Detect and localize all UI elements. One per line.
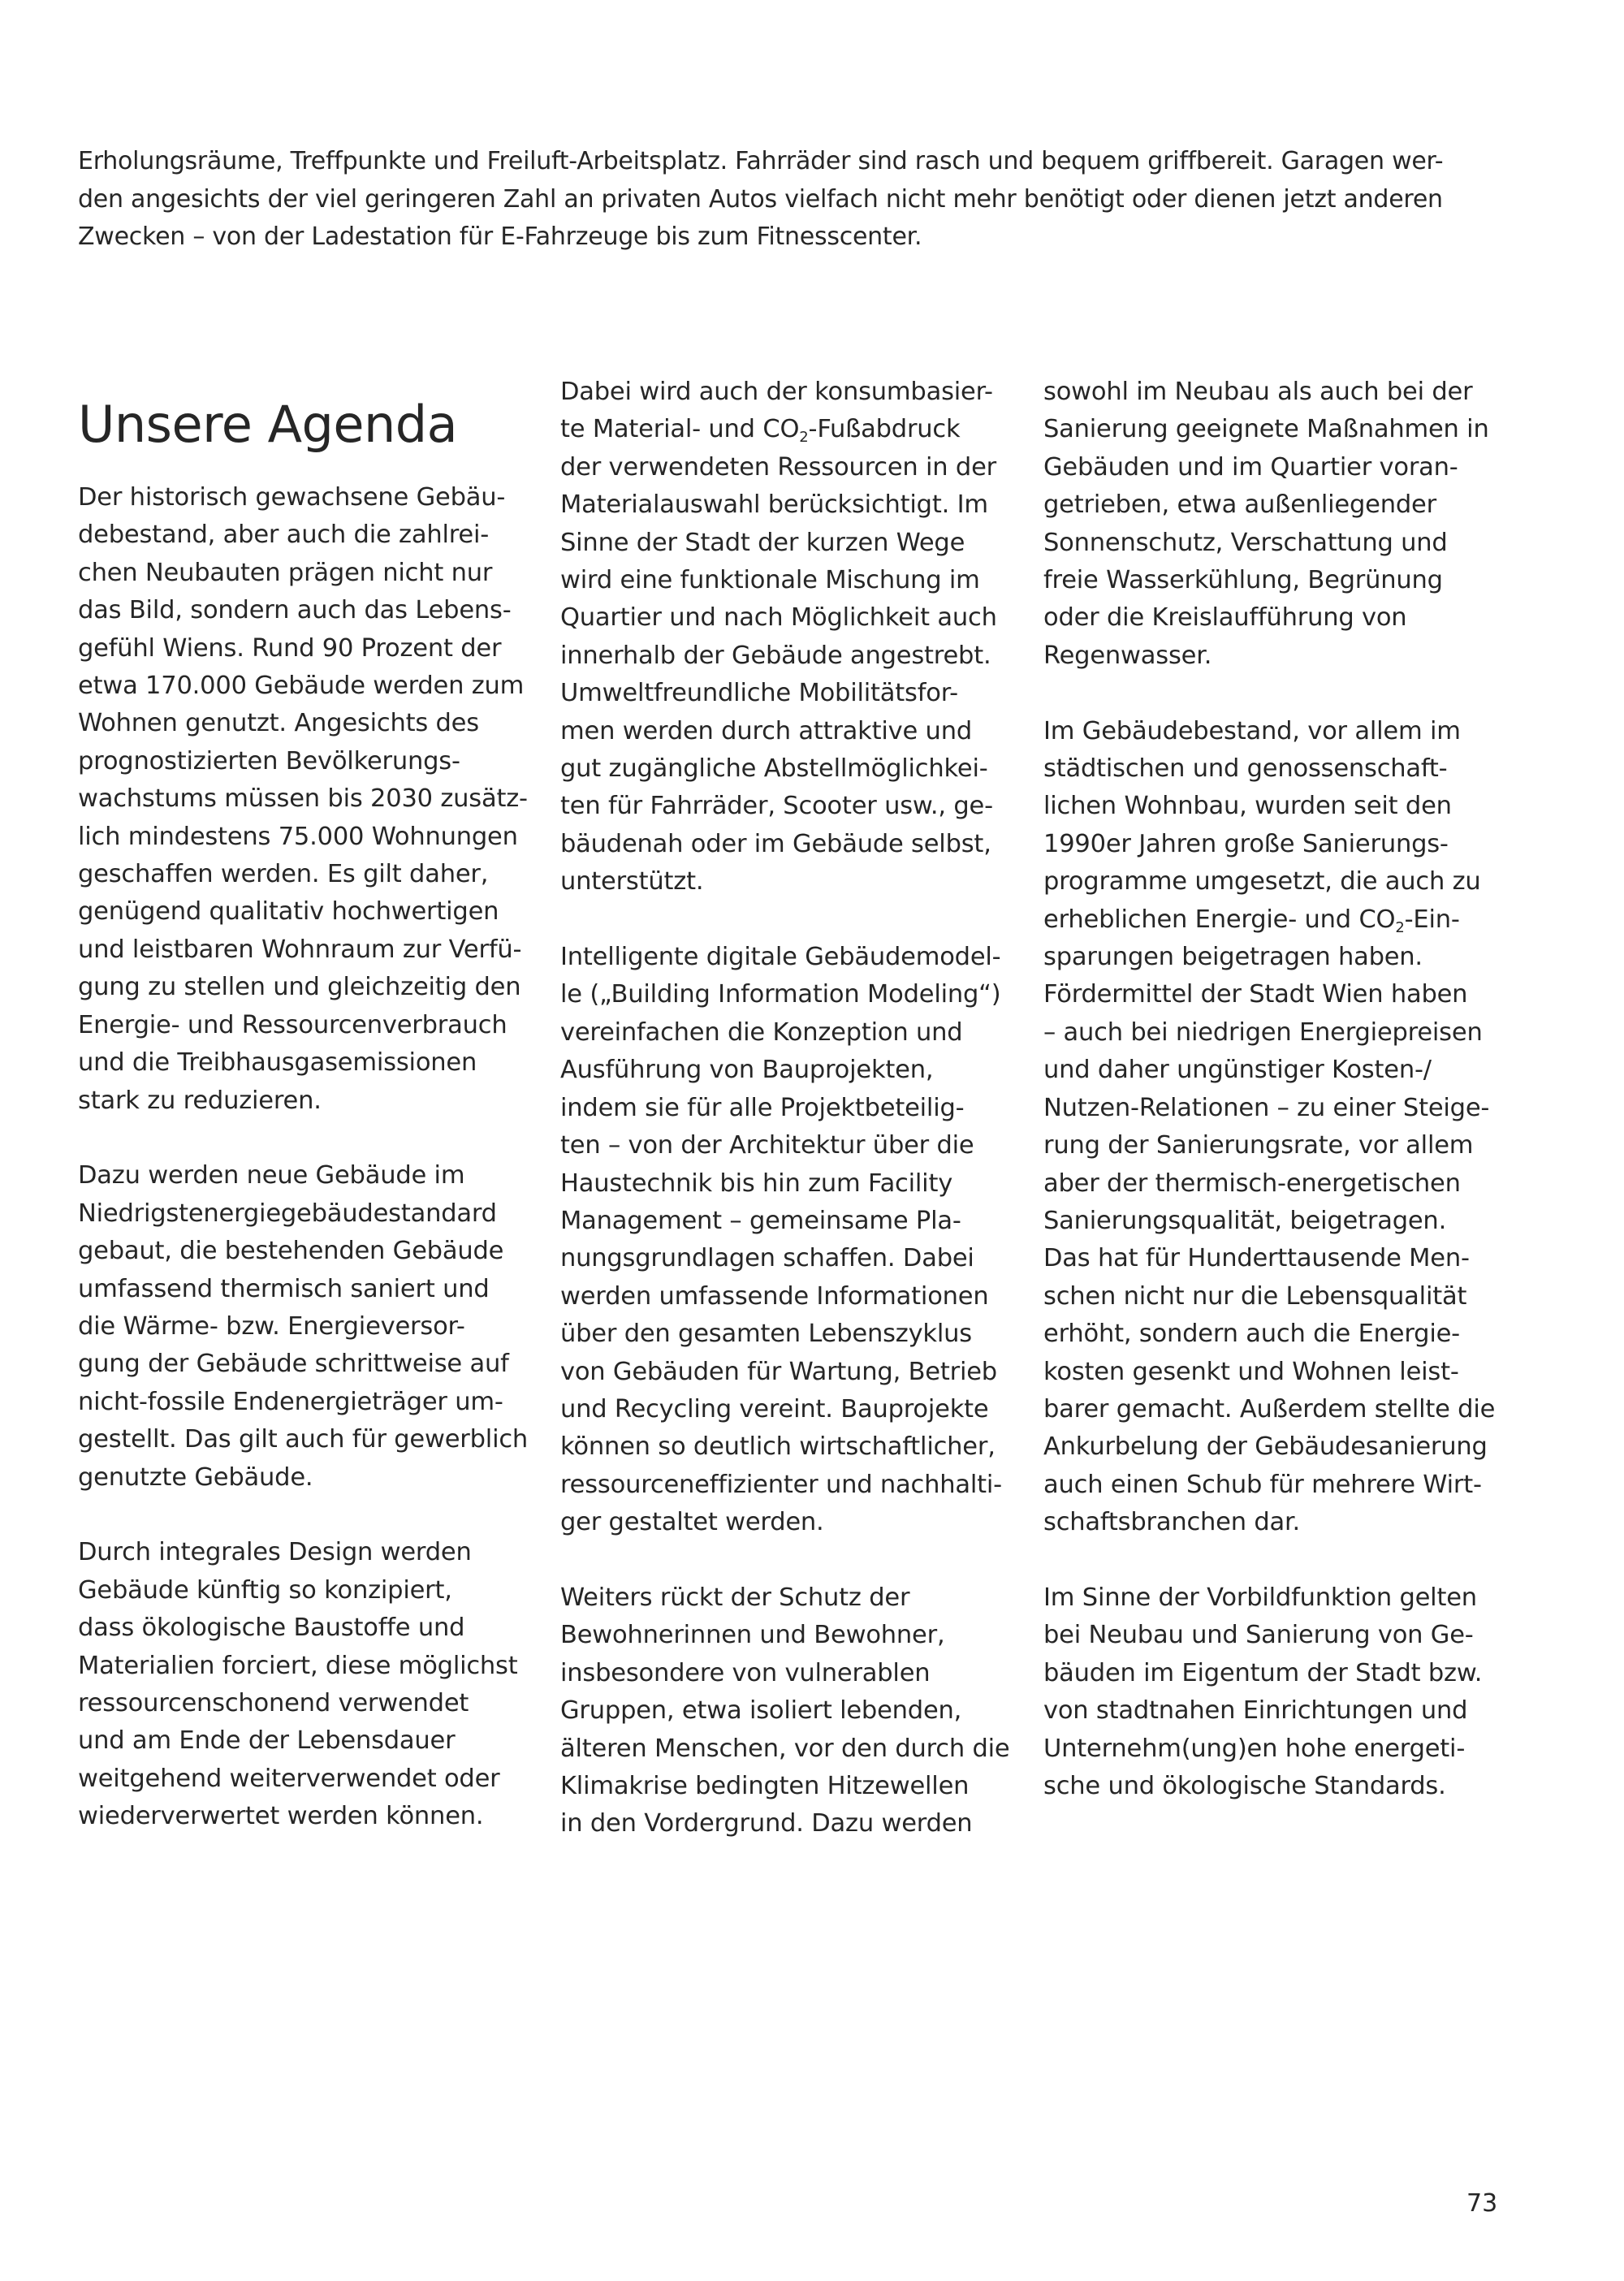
text-line: Das hat für Hunderttausende Men- xyxy=(1043,1244,1470,1273)
text-line: bei Neubau und Sanierung von Ge- xyxy=(1043,1621,1474,1650)
text-line: Materialien forciert, diese möglichst xyxy=(78,1651,518,1680)
text-column-3 xyxy=(1043,374,1498,1805)
text-line: auch einen Schub für mehrere Wirt- xyxy=(1043,1470,1482,1499)
text-line: stark zu reduzieren. xyxy=(78,1086,322,1115)
text-line: bäudenah oder im Gebäude selbst, xyxy=(560,829,991,858)
text-line: Materialauswahl berücksichtigt. Im xyxy=(560,490,988,520)
paragraph xyxy=(560,1579,1015,1843)
text-line: kosten gesenkt und Wohnen leist- xyxy=(1043,1357,1459,1386)
text-line: Sanierungsqualität, beigetragen. xyxy=(1043,1206,1447,1235)
text-line: Bewohnerinnen und Bewohner, xyxy=(560,1621,945,1650)
text-line: Quartier und nach Möglichkeit auch xyxy=(560,603,997,633)
text-line: insbesondere von vulnerablen xyxy=(560,1658,931,1687)
text-line: können so deutlich wirtschaftlicher, xyxy=(560,1432,996,1462)
text-line: Fördermittel der Stadt Wien haben xyxy=(1043,980,1468,1009)
co2-co: CO xyxy=(762,415,800,444)
paragraph xyxy=(1043,713,1498,1542)
text-line: und Recycling vereint. Bauprojekte xyxy=(560,1394,989,1423)
text-line: ten – von der Architektur über die xyxy=(560,1131,974,1160)
text-line: Unternehm(ung)en hohe energeti- xyxy=(1043,1734,1466,1763)
co2-term xyxy=(762,415,809,447)
text-line: genügend qualitativ hochwertigen xyxy=(78,897,499,927)
text-line: Gruppen, etwa isoliert lebenden, xyxy=(560,1696,962,1726)
text-line: barer gemacht. Außerdem stellte die xyxy=(1043,1394,1496,1423)
text-line: Durch integrales Design werden xyxy=(78,1538,472,1567)
text-line: Management – gemeinsame Pla- xyxy=(560,1206,961,1235)
text-line: Im Gebäudebestand, vor allem im xyxy=(1043,716,1461,745)
co2-subscript: 2 xyxy=(1395,918,1405,936)
text-line: der verwendeten Ressourcen in der xyxy=(560,452,996,482)
intro-line: Zwecken – von der Ladestation für E-Fahrzeuge bis zum Fitnesscenter. xyxy=(78,222,922,251)
text-line: sowohl im Neubau als auch bei der xyxy=(1043,378,1473,406)
text-column-2 xyxy=(560,374,1015,1843)
text-line: wird eine funktionale Mischung im xyxy=(560,566,980,595)
paragraph xyxy=(78,1157,533,1497)
text-line: weitgehend weiterverwendet oder xyxy=(78,1764,500,1793)
text-line: bäuden im Eigentum der Stadt bzw. xyxy=(1043,1658,1483,1687)
text-line: debestand, aber auch die zahlrei- xyxy=(78,521,490,550)
text-line: umfassend thermisch saniert und xyxy=(78,1274,490,1303)
text-fragment: -Fußabdruck xyxy=(808,415,961,444)
text-line: innerhalb der Gebäude angestrebt. xyxy=(560,641,991,670)
text-line: rung der Sanierungsrate, vor allem xyxy=(1043,1131,1474,1160)
text-fragment: erheblichen Energie- und xyxy=(1043,905,1359,934)
paragraph xyxy=(560,939,1015,1542)
text-line: und leistbaren Wohnraum zur Verfü- xyxy=(78,935,522,964)
co2-co: CO xyxy=(1358,905,1396,934)
text-line: Wohnen genutzt. Angesichts des xyxy=(78,709,479,738)
text-column-1 xyxy=(78,374,533,1836)
text-line: etwa 170.000 Gebäude werden zum xyxy=(78,672,525,701)
text-line: werden umfassende Informationen xyxy=(560,1281,989,1311)
text-line: lichen Wohnbau, wurden seit den xyxy=(1043,792,1452,821)
text-line: indem sie für alle Projektbeteilig- xyxy=(560,1093,965,1122)
text-line: Nutzen-Relationen – zu einer Steige- xyxy=(1043,1093,1490,1122)
text-line: städtischen und genossenschaft- xyxy=(1043,754,1448,784)
text-line: Regenwasser. xyxy=(1043,641,1212,670)
text-line: gung der Gebäude schrittweise auf xyxy=(78,1350,509,1379)
text-fragment: -Ein- xyxy=(1404,905,1460,934)
text-line: dass ökologische Baustoffe und xyxy=(78,1614,465,1643)
text-line: Im Sinne der Vorbildfunktion gelten xyxy=(1043,1583,1477,1612)
text-line: genutzte Gebäude. xyxy=(78,1462,313,1492)
text-line: älteren Menschen, vor den durch die xyxy=(560,1734,1010,1763)
text-line: gestellt. Das gilt auch für gewerblich xyxy=(78,1425,529,1454)
intro-line: Erholungsräume, Treffpunkte und Freiluft-Arbeitsplatz. Fahrräder sind rasch und bequem griffbereit. Garagen wer- xyxy=(78,147,1444,175)
text-line: gebaut, die bestehenden Gebäude xyxy=(78,1237,504,1266)
text-line: ressourceneffizienter und nachhalti- xyxy=(560,1470,1002,1499)
text-line: und daher ungünstiger Kosten-/ xyxy=(1043,1056,1432,1085)
text-line: nicht-fossile Endenergieträger um- xyxy=(78,1387,503,1416)
text-line: ger gestaltet werden. xyxy=(560,1508,824,1537)
text-line: und die Treibhausgasemissionen xyxy=(78,1048,477,1078)
text-line: wachstums müssen bis 2030 zusätz- xyxy=(78,784,528,814)
text-line: nungsgrundlagen schaffen. Dabei xyxy=(560,1244,974,1273)
text-line: 1990er Jahren große Sanierungs- xyxy=(1043,829,1449,858)
paragraph xyxy=(560,374,1015,901)
text-line: freie Wasserkühlung, Begrünung xyxy=(1043,566,1443,595)
text-line: Klimakrise bedingten Hitzewellen xyxy=(560,1772,970,1800)
text-line: Gebäuden und im Quartier voran- xyxy=(1043,452,1458,482)
text-line: Weiters rückt der Schutz der xyxy=(560,1583,910,1612)
text-line: prognostizierten Bevölkerungs- xyxy=(78,746,460,775)
section-heading: Unsere Agenda xyxy=(78,395,458,454)
text-line: Dazu werden neue Gebäude im xyxy=(78,1161,465,1190)
text-line: Intelligente digitale Gebäudemodel- xyxy=(560,943,1001,972)
text-line: das Bild, sondern auch das Lebens- xyxy=(78,596,512,625)
text-line: ressourcenschonend verwendet xyxy=(78,1688,469,1717)
text-line: programme umgesetzt, die auch zu xyxy=(1043,867,1481,896)
paragraph xyxy=(1043,374,1498,675)
text-line: erhöht, sondern auch die Energie- xyxy=(1043,1320,1460,1349)
text-line: ten für Fahrräder, Scooter usw., ge- xyxy=(560,792,993,821)
text-line: le („Building Information Modeling“) xyxy=(560,980,1001,1009)
text-line: gung zu stellen und gleichzeitig den xyxy=(78,973,521,1002)
text-line: aber der thermisch-energetischen xyxy=(1043,1169,1461,1198)
text-line xyxy=(560,411,1015,448)
text-line: über den gesamten Lebenszyklus xyxy=(560,1320,972,1349)
text-line: Ankurbelung der Gebäudesanierung xyxy=(1043,1432,1488,1462)
text-line: unterstützt. xyxy=(560,867,704,896)
text-line: Sonnenschutz, Verschattung und xyxy=(1043,528,1448,557)
text-line: Der historisch gewachsene Gebäu- xyxy=(78,483,506,512)
paragraph xyxy=(78,1534,533,1835)
text-line: Sanierung geeignete Maßnahmen in xyxy=(1043,415,1489,444)
text-line: chen Neubauten prägen nicht nur xyxy=(78,558,493,587)
text-line: lich mindestens 75.000 Wohnungen xyxy=(78,822,518,851)
co2-subscript: 2 xyxy=(799,429,809,447)
text-line: gut zugängliche Abstellmöglichkei- xyxy=(560,754,988,784)
text-line: Dabei wird auch der konsumbasier- xyxy=(560,378,993,406)
text-line xyxy=(1043,901,1498,939)
text-fragment: te Material- und xyxy=(560,415,763,444)
text-line: vereinfachen die Konzeption und xyxy=(560,1017,963,1047)
text-line: oder die Kreislaufführung von xyxy=(1043,603,1407,633)
text-line: von stadtnahen Einrichtungen und xyxy=(1043,1696,1468,1726)
text-line: Energie- und Ressourcenverbrauch xyxy=(78,1010,508,1039)
text-line: – auch bei niedrigen Energiepreisen xyxy=(1043,1017,1483,1047)
intro-paragraph xyxy=(78,143,1540,257)
text-line: von Gebäuden für Wartung, Betrieb xyxy=(560,1357,997,1386)
text-line: Gebäude künftig so konzipiert, xyxy=(78,1575,452,1605)
text-line: Umweltfreundliche Mobilitätsfor- xyxy=(560,679,958,708)
text-line: Ausführung von Bauprojekten, xyxy=(560,1056,934,1085)
text-line: sparungen beigetragen haben. xyxy=(1043,943,1423,972)
page-number: 73 xyxy=(1466,2189,1498,2218)
text-line: und am Ende der Lebensdauer xyxy=(78,1726,456,1756)
co2-term xyxy=(1358,905,1404,934)
text-line: die Wärme- bzw. Energieversor- xyxy=(78,1311,465,1341)
text-line: in den Vordergrund. Dazu werden xyxy=(560,1809,973,1838)
text-line: men werden durch attraktive und xyxy=(560,716,972,745)
text-line: getrieben, etwa außenliegender xyxy=(1043,490,1436,520)
paragraph xyxy=(78,479,533,1120)
text-line: Haustechnik bis hin zum Facility xyxy=(560,1169,953,1198)
intro-line: den angesichts der viel geringeren Zahl an privaten Autos vielfach nicht mehr benötigt oder dienen jetzt anderen xyxy=(78,184,1443,214)
text-line: sche und ökologische Standards. xyxy=(1043,1772,1446,1800)
text-line: Niedrigstenergiegebäudestandard xyxy=(78,1199,497,1228)
paragraph xyxy=(1043,1579,1498,1805)
text-line: schen nicht nur die Lebensqualität xyxy=(1043,1281,1467,1311)
text-line: Sinne der Stadt der kurzen Wege xyxy=(560,528,965,557)
text-line: gefühl Wiens. Rund 90 Prozent der xyxy=(78,633,502,663)
text-line: geschaffen werden. Es gilt daher, xyxy=(78,860,489,889)
text-line: wiederverwertet werden können. xyxy=(78,1802,484,1831)
text-line: schaftsbranchen dar. xyxy=(1043,1508,1301,1537)
